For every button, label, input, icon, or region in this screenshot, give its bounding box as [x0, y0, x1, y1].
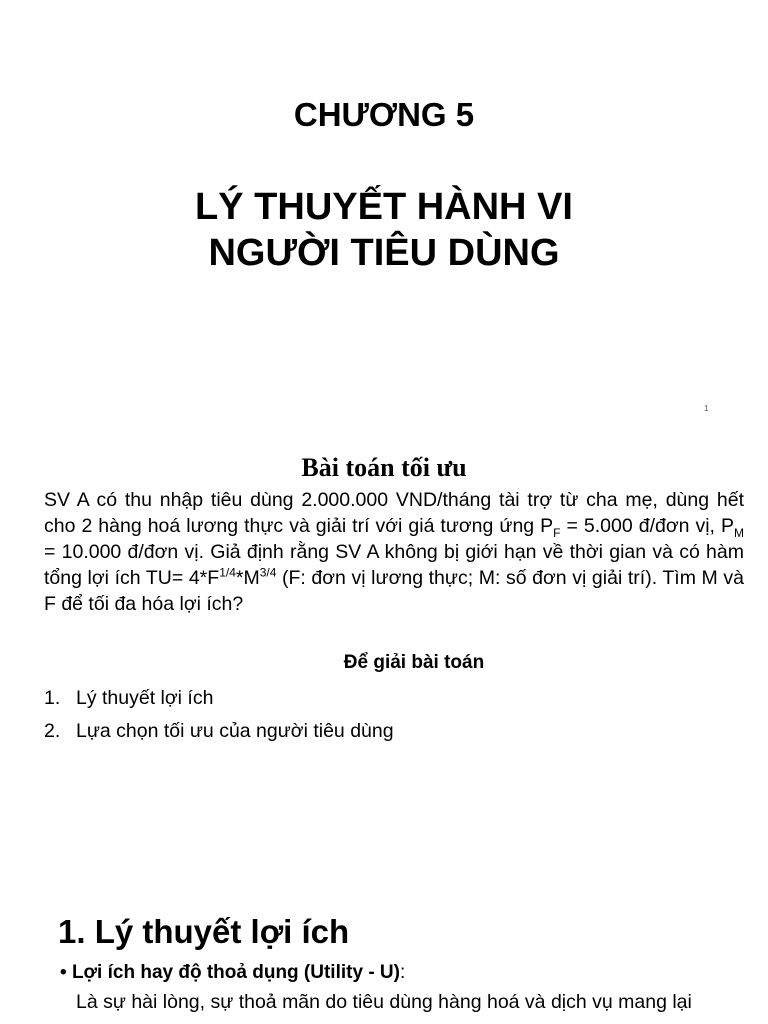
solution-steps [44, 682, 394, 748]
problem-text-3: = 10.000 đ/đơn vị. Giả định rằng SV A không bị giới hạn về thời gian và có hàm tổng lợi ích TU= 4*F [44, 541, 744, 589]
subscript-f: F [553, 525, 561, 540]
definition-text: Là sự hài lòng, sự thoả mãn do tiêu dùng hàng hoá và dịch vụ mang lại [76, 991, 692, 1013]
problem-body [44, 487, 744, 617]
problem-text-1: SV A có thu nhập tiêu dùng 2.000.000 VND/tháng tài trợ từ cha mẹ, dùng hết cho 2 hàng hoá lương thực và giải trí với giá tương ứng P [44, 489, 744, 537]
list-item [44, 715, 394, 748]
chapter-title-line2: NGƯỜI TIÊU DÙNG [208, 232, 560, 274]
problem-title: Bài toán tối ưu [301, 453, 467, 482]
subscript-m: M [734, 525, 744, 540]
problem-text-5: (F: đơn vị lương thực; M: số đơn vị giải trí). Tìm M và F để tối đa hóa lợi ích? [44, 567, 744, 615]
step-text: Lý thuyết lợi ích [76, 687, 214, 709]
slide-optimization-problem [0, 430, 768, 860]
utility-definition [60, 989, 740, 1015]
slide-utility-theory [0, 860, 768, 1024]
section-title: 1. Lý thuyết lợi ích [58, 913, 350, 950]
chapter-heading: CHƯƠNG 5 [293, 96, 475, 133]
bullet-colon: : [399, 962, 406, 983]
chapter-title-line1: LÝ THUYẾT HÀNH VI [195, 186, 573, 228]
list-item [44, 682, 394, 715]
step-number: 2. [44, 720, 61, 742]
problem-text-4: *M [235, 567, 260, 589]
bullet-term: Lợi ích hay độ thoả dụng (Utility - U) [71, 962, 400, 983]
bullet-item [60, 960, 405, 986]
chapter-title [0, 184, 768, 276]
step-text: Lựa chọn tối ưu của người tiêu dùng [76, 720, 394, 742]
page-number: 1 [704, 404, 709, 413]
bullet-icon: • [60, 962, 67, 983]
solution-subheading: Để giải bài toán [343, 652, 485, 673]
superscript-m: 3/4 [259, 565, 277, 580]
superscript-f: 1/4 [219, 565, 236, 580]
slide-chapter-title [0, 0, 768, 430]
step-number: 1. [44, 687, 61, 709]
problem-text-2: = 5.000 đ/đơn vị, P [560, 515, 734, 537]
